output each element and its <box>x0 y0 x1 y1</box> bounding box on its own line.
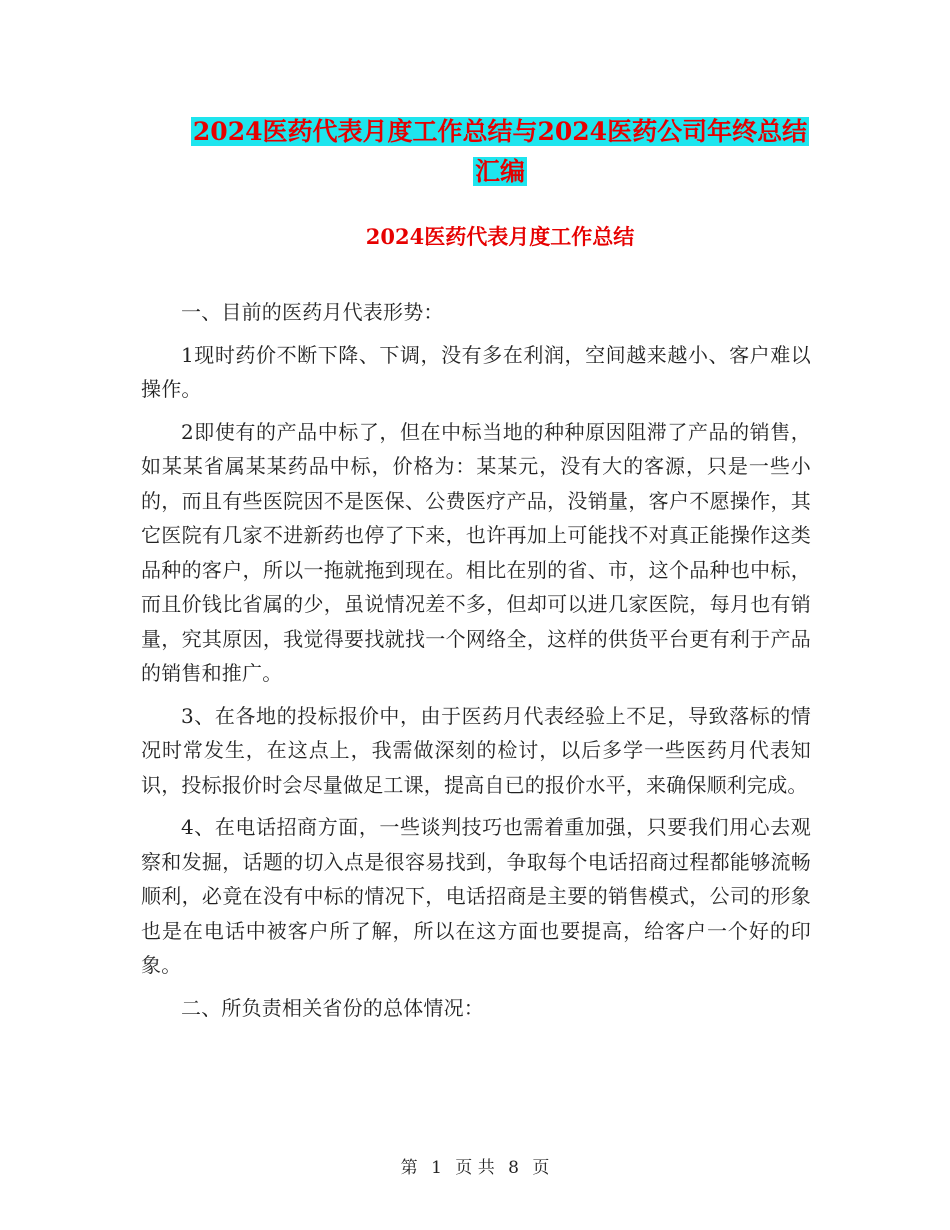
document-title-line1: 2024医药代表月度工作总结与2024医药公司年终总结 <box>192 117 808 146</box>
footer-prefix: 第 <box>400 1158 418 1178</box>
footer-middle: 页 共 <box>455 1158 495 1178</box>
paragraph: 1现时药价不断下降、下调，没有多在利润，空间越来越小、客户难以操作。 <box>141 342 811 401</box>
page-footer <box>0 1153 950 1178</box>
paragraph-heading-1: 一、目前的医药月代表形势： <box>181 300 444 324</box>
paragraph: 4、在电话招商方面，一些谈判技巧也需着重加强，只要我们用心去观察和发掘，话题的切入点是很容易找到，争取每个电话招商过程都能够流畅顺利，必竟在没有中标的情况下，电话招商是主要的销售模式，公司的形象也是在电话中被客户所了解，所以在这方面也要提高，给客户一个好的印象。 <box>141 815 811 977</box>
paragraph-heading-2: 二、所负责相关省份的总体情况： <box>181 995 484 1020</box>
footer-total-pages: 8 <box>508 1158 519 1178</box>
section-title: 2024医药代表月度工作总结 <box>365 224 635 249</box>
document-title <box>130 112 870 192</box>
paragraph: 2即使有的产品中标了，但在中标当地的种种原因阻滞了产品的销售，如某某省属某某药品中标，价格为：某某元，没有大的客源，只是一些小的，而且有些医院因不是医保、公费医疗产品，没销量，客户不愿操作，其它医院有几家不进新药也停了下来，也许再加上可能找不对真正能操作这类品种的客户，所以一拖就拖到现在。相比在别的省、市，这个品种也中标，而且价钱比省属的少，虽说情况差不多，但却可以进几家医院，每月也有销量，究其原因，我觉得要找就找一个网络全，这样的供货平台更有利于产品的销售和推广。 <box>141 419 811 685</box>
document-title-line2: 汇编 <box>474 157 525 186</box>
paragraph: 3、在各地的投标报价中，由于医药月代表经验上不足，导致落标的情况时常发生，在这点上，我需做深刻的检讨，以后多学一些医药月代表知识，投标报价时会尽量做足工课，提高自已的报价水平，来确保顺利完成。 <box>141 703 811 797</box>
body-text <box>141 295 811 1033</box>
footer-page-number: 1 <box>431 1158 442 1178</box>
footer-suffix: 页 <box>532 1158 550 1178</box>
